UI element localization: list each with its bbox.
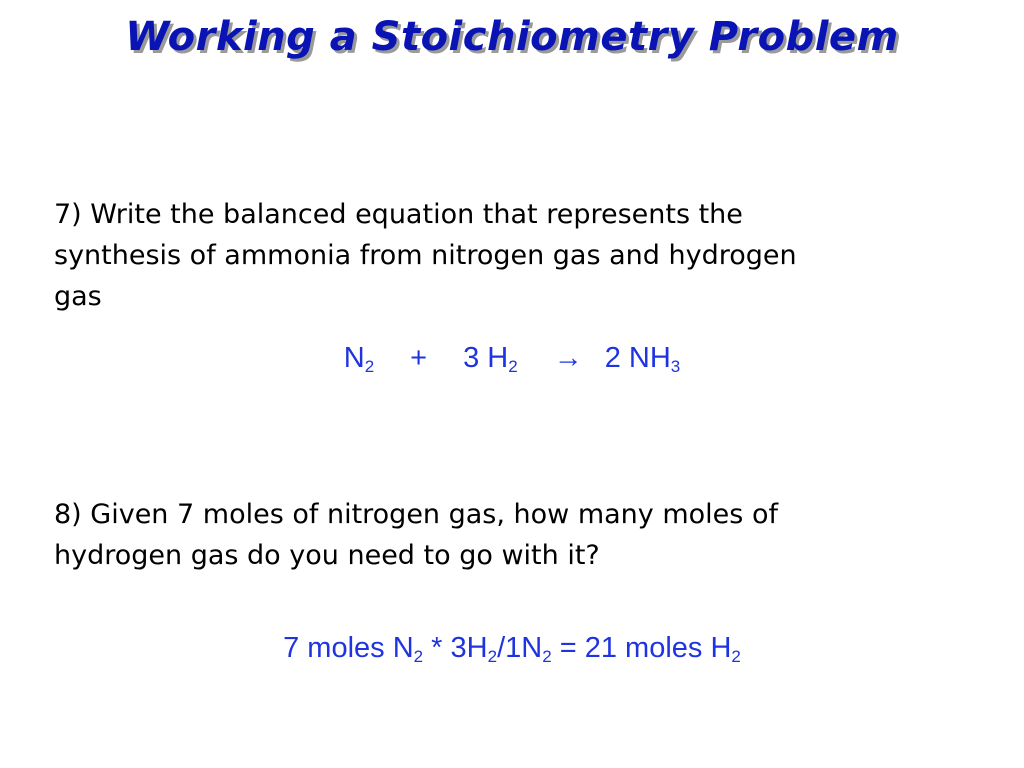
calc-sub-2: 2 xyxy=(487,647,498,666)
mole-ratio-calculation xyxy=(0,632,1024,665)
question-8-line-1: 8) Given 7 moles of nitrogen gas, how many moles of xyxy=(54,499,778,530)
nitrogen-symbol: N xyxy=(343,342,365,374)
reactant-nitrogen xyxy=(344,342,374,375)
question-7 xyxy=(54,194,954,317)
hydrogen-subscript: 2 xyxy=(508,357,518,376)
hydrogen-term: 3 H xyxy=(463,342,509,374)
slide-title: Working a Stoichiometry Problem xyxy=(125,14,899,60)
reaction-arrow-icon: → xyxy=(553,342,583,374)
question-7-line-2: synthesis of ammonia from nitrogen gas and hydrogen xyxy=(54,240,797,271)
calc-part-2: * 3H xyxy=(423,632,488,664)
calc-sub-1: 2 xyxy=(413,647,424,666)
nitrogen-subscript: 2 xyxy=(364,357,375,376)
calc-sub-3: 2 xyxy=(542,647,552,666)
question-8 xyxy=(54,494,954,576)
calc-part-4: = 21 moles H xyxy=(551,632,732,664)
reactant-hydrogen xyxy=(463,342,518,375)
ammonia-subscript: 3 xyxy=(670,357,681,376)
calc-part-1: 7 moles N xyxy=(283,632,414,664)
product-ammonia xyxy=(605,342,681,375)
question-7-line-1: 7) Write the balanced equation that represents the xyxy=(54,199,743,230)
question-7-line-3: gas xyxy=(54,281,102,312)
plus-sign: + xyxy=(410,342,428,374)
balanced-equation xyxy=(0,342,1024,375)
question-8-line-2: hydrogen gas do you need to go with it? xyxy=(54,540,600,571)
calc-sub-4: 2 xyxy=(731,647,741,666)
ammonia-term: 2 NH xyxy=(604,342,671,374)
calc-part-3: /1N xyxy=(497,632,543,664)
